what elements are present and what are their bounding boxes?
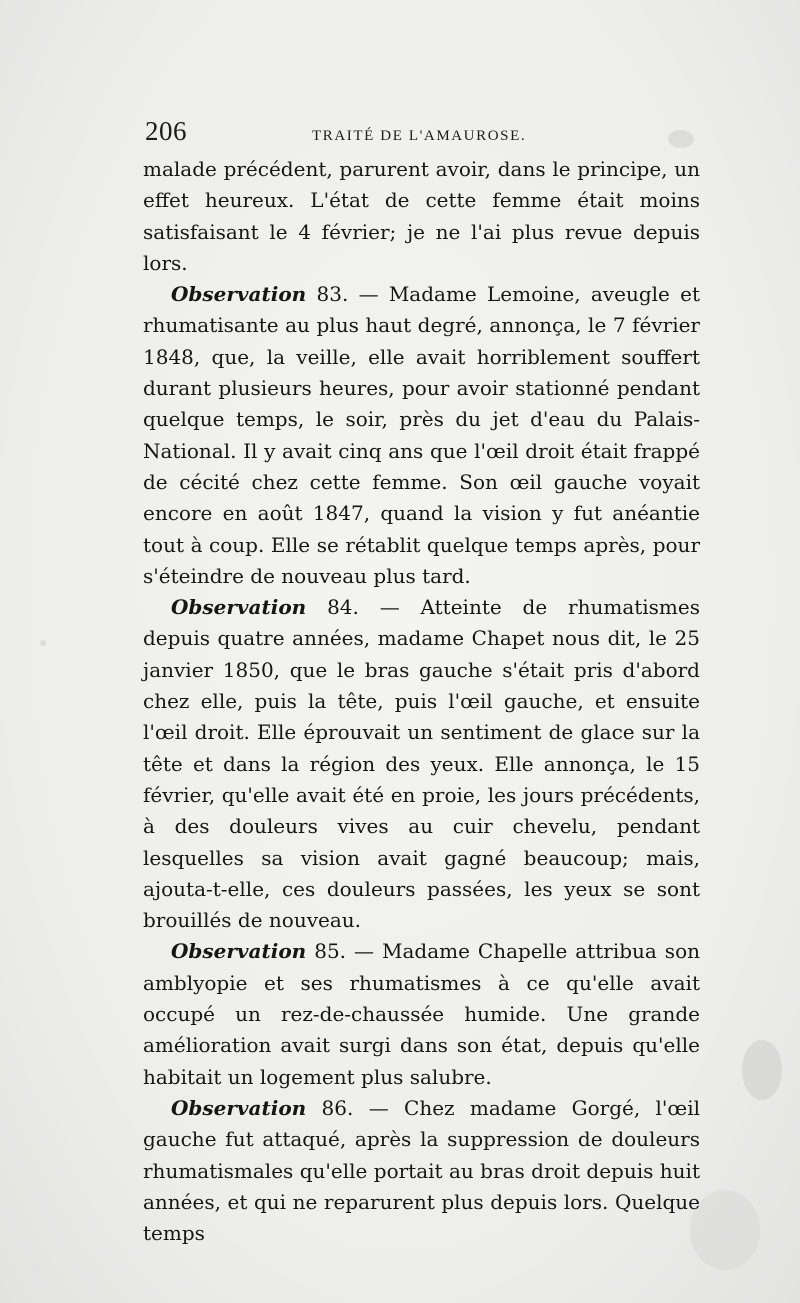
paragraph-text: 83. — Madame Lemoine, aveugle et rhumatisante au plus haut degré, annonça, le 7 février 1848, que, la veille, elle avait horriblement souffert durant plusieurs heures, pour avoir stationné pendant quelque temps, le soir, près du jet d'eau du Palais-National. Il y avait cinq ans que l'œil droit était frappé de cécité chez cette femme. Son œil gauche voyait encore en août 1847, quand la vision y fut anéantie tout à coup. Elle se rétablit quelque temps après, pour s'éteindre de nouveau plus tard. xyxy=(143,282,700,588)
observation-label: Observation xyxy=(171,282,307,307)
paper-speck xyxy=(40,640,46,646)
paragraph-text: 86. — Chez madame Gorgé, l'œil gauche fut attaqué, après la suppression de douleurs rhumatismales qu'elle portait au bras droit depuis huit années, et qui ne reparurent plus depuis lors. Quelque temps xyxy=(143,1095,700,1246)
page-header xyxy=(145,116,700,152)
paper-speck xyxy=(690,1190,760,1270)
observation-label: Observation xyxy=(171,939,307,964)
paper-speck xyxy=(742,1040,782,1100)
paragraph-observation-84 xyxy=(143,592,700,936)
paragraph-text: malade précédent, parurent avoir, dans le principe, un effet heureux. L'état de cette femme était moins satisfaisant le 4 février; je ne l'ai plus revue depuis lors. xyxy=(143,157,700,275)
page-number: 206 xyxy=(145,116,187,146)
paragraph-observation-83 xyxy=(143,279,700,592)
paragraph-observation-86 xyxy=(143,1093,700,1249)
paragraph-observation-85 xyxy=(143,936,700,1092)
paragraph-text: 85. — Madame Chapelle attribua son amblyopie et ses rhumatismes à ce qu'elle avait occupé un rez-de-chaussée humide. Une grande amélioration avait surgi dans son état, depuis qu'elle habitait un logement plus salubre. xyxy=(143,939,700,1089)
running-title: TRAITÉ DE L'AMAUROSE. xyxy=(312,128,527,144)
observation-label: Observation xyxy=(171,595,307,620)
paragraph-text: 84. — Atteinte de rhumatismes depuis quatre années, madame Chapet nous dit, le 25 janvier 1850, que le bras gauche s'était pris d'abord chez elle, puis la tête, puis l'œil gauche, et ensuite l'œil droit. Elle éprouvait un sentiment de glace sur la tête et dans la région des yeux. Elle annonça, le 15 février, qu'elle avait été en proie, les jours précédents, à des douleurs vives au cuir chevelu, pendant lesquelles sa vision avait gagné beaucoup; mais, ajouta-t-elle, ces douleurs passées, les yeux se sont brouillés de nouveau. xyxy=(143,595,700,933)
paragraph-continuation xyxy=(143,154,700,279)
observation-label: Observation xyxy=(171,1095,307,1120)
body-text xyxy=(143,154,700,1249)
